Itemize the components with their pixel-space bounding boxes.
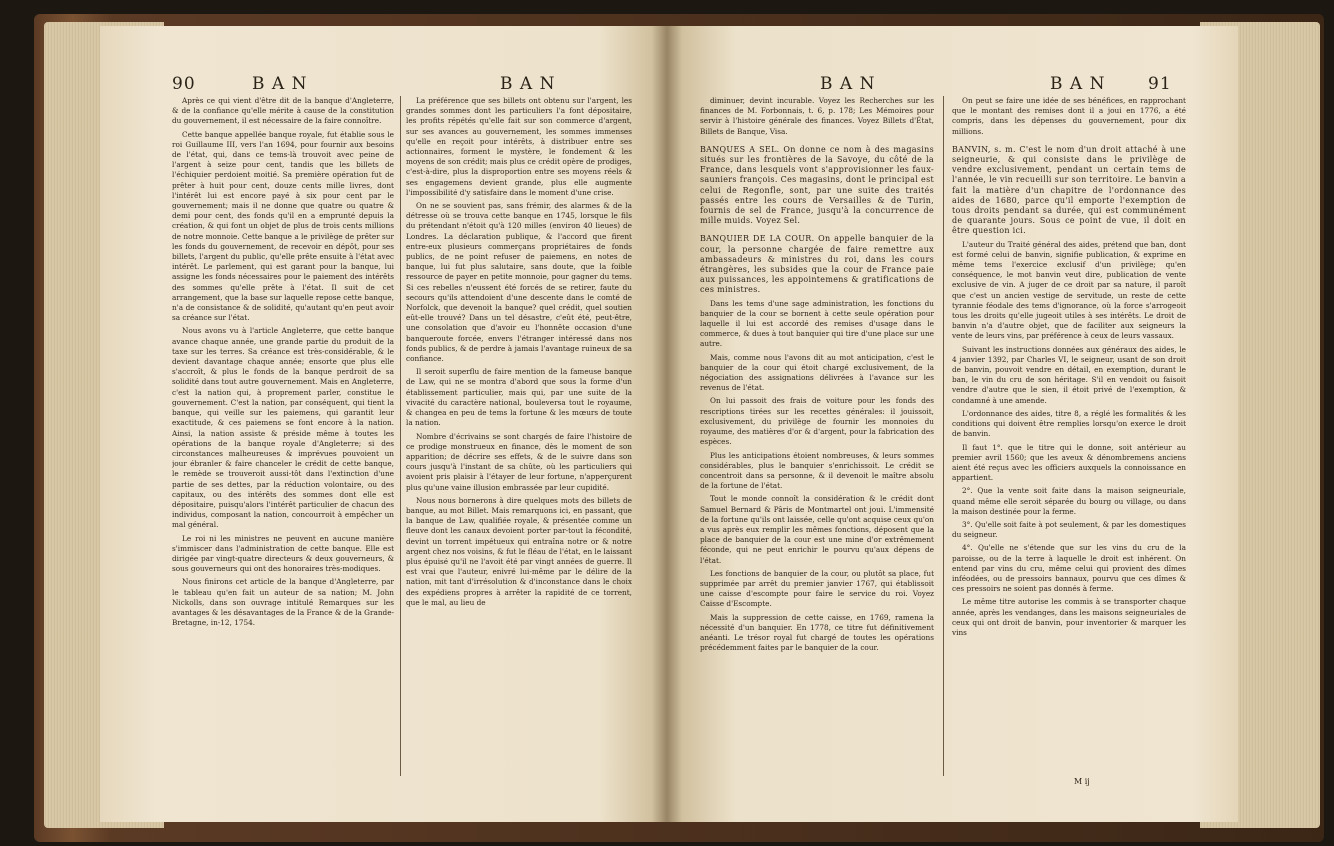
paragraph: Nous finirons cet article de la banque d'Angleterre, par le tableau qu'en fait un auteur de sa nation; M. John Nickolls, dans son ouvrage intitulé Remarques sur les avantages & les désavantages de la France & de la Grande-Bretagne, in-12, 1754. [172,577,394,628]
page-number-right: 91 [1148,74,1172,94]
paragraph: BANVIN, s. m. C'est le nom d'un droit attaché à une seigneurie, & qui consiste dans le privilège de vendre exclusivement, pendant un certain tems de l'année, le vin recueilli sur son territoire. Le banvin a fait la matière d'un chapitre de l'ordonnance des aides de 1680, parce qu'il emporte l'exemption de tous droits pendant sa durée, qui est communément de quarante jours. Sous ce point de vue, il doit en être question ici. [952,144,1186,236]
paragraph: Suivant les instructions données aux généraux des aides, le 4 janvier 1392, par Charles VI, le seigneur, usant de son droit de banvin, pouvoit vendre en détail, en exemption, durant le ban, le vin du cru de son héritage. S'il en vendoit ou faisoit vendre d'autre que le sien, il étoit privé de l'exemption, & condamné à une amende. [952,344,1186,405]
paragraph: La préférence que ses billets ont obtenu sur l'argent, les grandes sommes dont les particuliers l'a font dépositaire, les profits répétés qu'elle fait sur son commerce d'argent, sur ses avances au gouvernement, les sommes immenses qu'elle en reçoit pour intérêts, à distribuer entre ses actionnaires, forment le mystère, le fondement & les moyens de son crédit; mais plus ce crédit opère de prodiges, c'est-à-dire, plus la disproportion entre ses moyens réels & ses engagemens devient grande, plus elle augmente l'impossibilité d'y satisfaire dans le moment d'une crise. [406,96,632,197]
paragraph: Plus les anticipations étoient nombreuses, & leurs sommes considérables, plus le banquier s'enrichissoit. Le crédit se concentroit dans sa personne, & il devenoit le maître absolu de la fortune de l'état. [700,450,934,491]
paragraph: Nous avons vu à l'article Angleterre, que cette banque avance chaque année, une grande partie du produit de la taxe sur les terres. Sa créance est très-considérable, & le devient davantage chaque année; ensorte que plus elle s'accroît, & plus le fonds de la banque perdroit de sa solidité dans tout autre gouvernement. Mais en Angleterre, c'est la nation qui, à proprement parler, constitue le gouvernement. C'est la nation, par conséquent, qui tient la banque, qui veille sur les paiemens, qui garantit leur exactitude, & ces paiemens se font encore à la nation. Ainsi, la nation assiste & préside même à toutes les opérations de la banque royale d'Angleterre; si des circonstances malheureuses & imprévues pouvoient un jour ébranler & faire chanceler le crédit de cette banque, le remède se trouveroit aussi-tôt dans l'extinction d'une partie de ses dettes, par la réduction volontaire, ou des capitaux, ou des intérêts des sommes dont elle est dépositaire, puisqu'alors l'intérêt particulier de chacun des individus, composant la nation, concourroit à empêcher un mal général. [172,326,394,530]
paragraph: BANQUES A SEL. On donne ce nom à des magasins situés sur les frontières de la Savoye, du côté de la France, dans lesquels vont s'approvisionner les faux-sauniers françois. Ces magasins, dont le principal est celui de Regonfle, sont, par une suite des traités passés entre les cours de Versailles & de Turin, fournis de sel de France, jusqu'à la concurrence de mille muids. Voyez Sel. [700,144,934,226]
paragraph: L'auteur du Traité général des aides, prétend que ban, dont est formé celui de banvin, signifie publication, & exprime en même tems l'exercice exclusif d'un privilège; qu'en conséquence, le mot banvin veut dire, publication de vente exclusive de vin. A juger de ce droit par sa nature, il paroît que c'est un ancien vestige de servitude, un reste de cette tyrannie féodale des tems d'ignorance, où la force s'arrogeoit tous les droits qu'elle jugeoit utiles à ses intérêts. Le droit de banvin n'a d'autre objet, que de faciliter aux seigneurs la vente de leurs vins, par préférence à ceux de leurs vassaux. [952,239,1186,341]
column-rule-left [400,96,401,776]
running-head-left-a: B A N [252,74,308,94]
paragraph: Le même titre autorise les commis à se transporter chaque année, après les vendanges, dans les maisons seigneuriales de ceux qui ont droit de banvin, pour inventorier & marquer les vins [952,597,1186,637]
book-gutter [652,26,682,822]
paragraph: Mais, comme nous l'avons dit au mot anticipation, c'est le banquier de la cour qui étoit chargé exclusivement, de la négociation des assignations délivrées à l'avance sur les revenus de l'état. [700,352,934,393]
paragraph: Nombre d'écrivains se sont chargés de faire l'histoire de ce prodige monstrueux en finance, dès le moment de son apparition; de décrire ses effets, & de le suivre dans son cours jusqu'à l'instant de sa chûte, où les particuliers qui avoient pris plaisir à l'étayer de leur fortune, n'apperçurent plus qu'une vaine illusion embrassée par leur cupidité. [406,431,632,492]
running-head-right-b: B A N [1050,74,1106,94]
paragraph: Après ce qui vient d'être dit de la banque d'Angleterre, & de la confiance qu'elle mérite à cause de la constitution du gouvernement, il est nécessaire de la faire connoître. [172,96,394,126]
paragraph: Le roi ni les ministres ne peuvent en aucune manière s'immiscer dans l'administration de cette banque. Elle est dirigée par vingt-quatre directeurs & deux gouverneurs, & sous gouverneurs qui ont des honoraires très-modiques. [172,533,394,574]
paragraph: diminuer, devint incurable. Voyez les Recherches sur les finances de M. Forbonnais, t. 6, p. 178; Les Mémoires pour servir à l'histoire générale des finances. Voyez Billets d'État, Billets de Banque, Visa. [700,96,934,136]
paragraph: Il faut 1°. que le titre qui le donne, soit antérieur au premier avril 1560; que les aveux & dénombremens anciens aient été reçus avec les officiers auxquels la connoissance en appartient. [952,442,1186,483]
paragraph: Dans les tems d'une sage administration, les fonctions du banquier de la cour se bornent à cette seule opération pour laquelle il lui est accordé des remises d'usage dans le commerce, & dues à tout banquier qui tire d'une place sur une autre. [700,298,934,349]
running-head-left-b: B A N [500,74,556,94]
paragraph: Cette banque appellée banque royale, fut établie sous le roi Guillaume III, vers l'an 1694, pour fournir aux besoins de l'état, qui, dans ce tems-là trouvoit avec peine de l'argent à seize pour cent, tandis que les billets de l'échiquier perdoient moitié. Sa première opération fut de prêter à huit pour cent, douze cents mille livres, dont l'intérêt lui est encore payé à six pour cent par le gouvernement; mais il ne donne que quatre ou quatre & demi pour cent, des fonds qu'il en a emprunté depuis la création, & qui font un objet de plus de trois cents millions de notre monnoie. Cette banque a le privilège de prêter sur les fonds du gouvernement, de recevoir en dépôt, pour ses billets, l'argent du public, qu'elle prête ensuite à l'état avec intérêt. Le parlement, qui est garant pour la banque, lui assigne les fonds nécessaires pour le paiement des intérêts des sommes qu'elle prête à l'état. Il suit de cet arrangement, que la base sur laquelle repose cette banque, n'a de consistance & de solidité, qu'autant qu'en peut avoir sa créance sur l'état. [172,129,394,323]
paragraph: On lui passoit des frais de voiture pour les fonds des rescriptions tirées sur les recettes générales: il jouissoit, exclusivement, du privilège de fournir les monnoies du royaume, des matières d'or & d'argent, pour la fabrication des espèces. [700,396,934,447]
right-column-2 [952,96,1186,776]
paragraph: Nous nous bornerons à dire quelques mots des billets de banque, au mot Billet. Mais remarquons ici, en passant, que la banque de Law, qualifiée royale, & présentée comme un fleuve dont les canaux devoient porter par-tout la fécondité, devint un torrent impétueux qui entraîna notre or & notre argent chez nos voisins, & fut le fléau de l'état, en le laissant plus épuisé qu'il ne l'avoit été par vingt années de guerre. Il est vrai que l'auteur, enivré lui-même par le délire de la nation, mit tant d'irrésolution & d'inconstance dans le choix des expédiens propres à arrêter la rapidité de ce torrent, que le mal, au lieu de [406,495,632,607]
running-head-right-a: B A N [820,74,876,94]
paragraph: On ne se souvient pas, sans frémir, des alarmes & de la détresse où se trouva cette banque en 1745, lorsque le fils du prétendant n'étoit qu'à 120 milles (environ 40 lieues) de Londres. La déclaration publique, & l'accord que firent entre-eux plusieurs commerçans propriétaires de fonds publics, de ne point refuser de paiemens, en notes de banque, lui fut plus salutaire, sans doute, que la foible ressource de payer en petite monnoie, pour gagner du tems. Si ces rebelles n'eussent été forcés de se retirer, faute du secours qu'ils attendoient d'une descente dans le comté de Norfolck, que devenoit la banque? quel crédit, quel soutien eût-elle trouvé? Dans un tel désastre, c'eût été, peut-être, une consolation que d'avoir eu l'honnête occasion d'une banqueroute forcée, envers l'étranger intéressé dans nos fonds publics, & de perdre à jamais l'avantage ruineux de sa confiance. [406,201,632,364]
paragraph: Mais la suppression de cette caisse, en 1769, ramena la nécessité d'un banquier. En 1778, ce titre fut définitivement anéanti. Le trésor royal fut chargé de toutes les opérations précédemment faites par le banquier de la cour. [700,612,934,653]
paragraph: On peut se faire une idée de ses bénéfices, en rapprochant que le montant des remises dont il a joui en 1776, a été compris, dans les dépenses du gouvernement, pour dix millions. [952,96,1186,136]
signature-mark: M ij [1074,777,1090,786]
left-column-1 [172,96,394,780]
paragraph: 2°. Que la vente soit faite dans la maison seigneuriale, quand même elle seroit séparée du bourg ou village, ou dans la maison destinée pour la ferme. [952,486,1186,516]
paragraph: Les fonctions de banquier de la cour, ou plutôt sa place, fut supprimée par arrêt du premier janvier 1767, qui établissoit une caisse d'escompte pour faire le service du roi. Voyez Caisse d'Escompte. [700,568,934,609]
paragraph: BANQUIER DE LA COUR. On appelle banquier de la cour, la personne chargée de faire remettre aux ambassadeurs & ministres du roi, dans les cours étrangères, les subsides que la cour de France paie aux puissances, les appointemens & gratifications de ces ministres. [700,234,934,295]
paragraph: Tout le monde connoît la considération & le crédit dont Samuel Bernard & Pâris de Montmartel ont joui. L'immensité de la fortune qu'ils ont laissée, celle qu'ont acquise ceux qu'on a vus après eux remplir les mêmes fonctions, déposent que la place de banquier de la cour est une mine d'or extrêmement féconde, qui ne peut enrichir le pourvu qu'aux dépens de l'état. [700,494,934,565]
paragraph: 3°. Qu'elle soit faite à pot seulement, & par les domestiques du seigneur. [952,519,1186,540]
left-column-2 [406,96,632,780]
page-number-left: 90 [172,74,196,94]
paragraph: 4°. Qu'elle ne s'étende que sur les vins du cru de la paroisse, ou de la terre à laquelle le droit est inhérent. On entend par vins du cru, même celui qui provient des dîmes inféodées, ou de pressoirs bannaux, pourvu que ces dîmes & ces pressoirs ne soient pas donnés à ferme. [952,543,1186,594]
paragraph: L'ordonnance des aides, titre 8, a réglé les formalités & les conditions qui doivent être remplies lorsqu'on exerce le droit de banvin. [952,408,1186,439]
paragraph: Il seroit superflu de faire mention de la fameuse banque de Law, qui ne se montra d'abord que sous la forme d'un établissement particulier, mais qui, par une suite de la vivacité du caractère national, bouleversa tout le royaume, & changea en peu de tems la fortune & les mœurs de toute la nation. [406,367,632,428]
column-rule-right [943,96,944,776]
right-column-1 [700,96,934,780]
